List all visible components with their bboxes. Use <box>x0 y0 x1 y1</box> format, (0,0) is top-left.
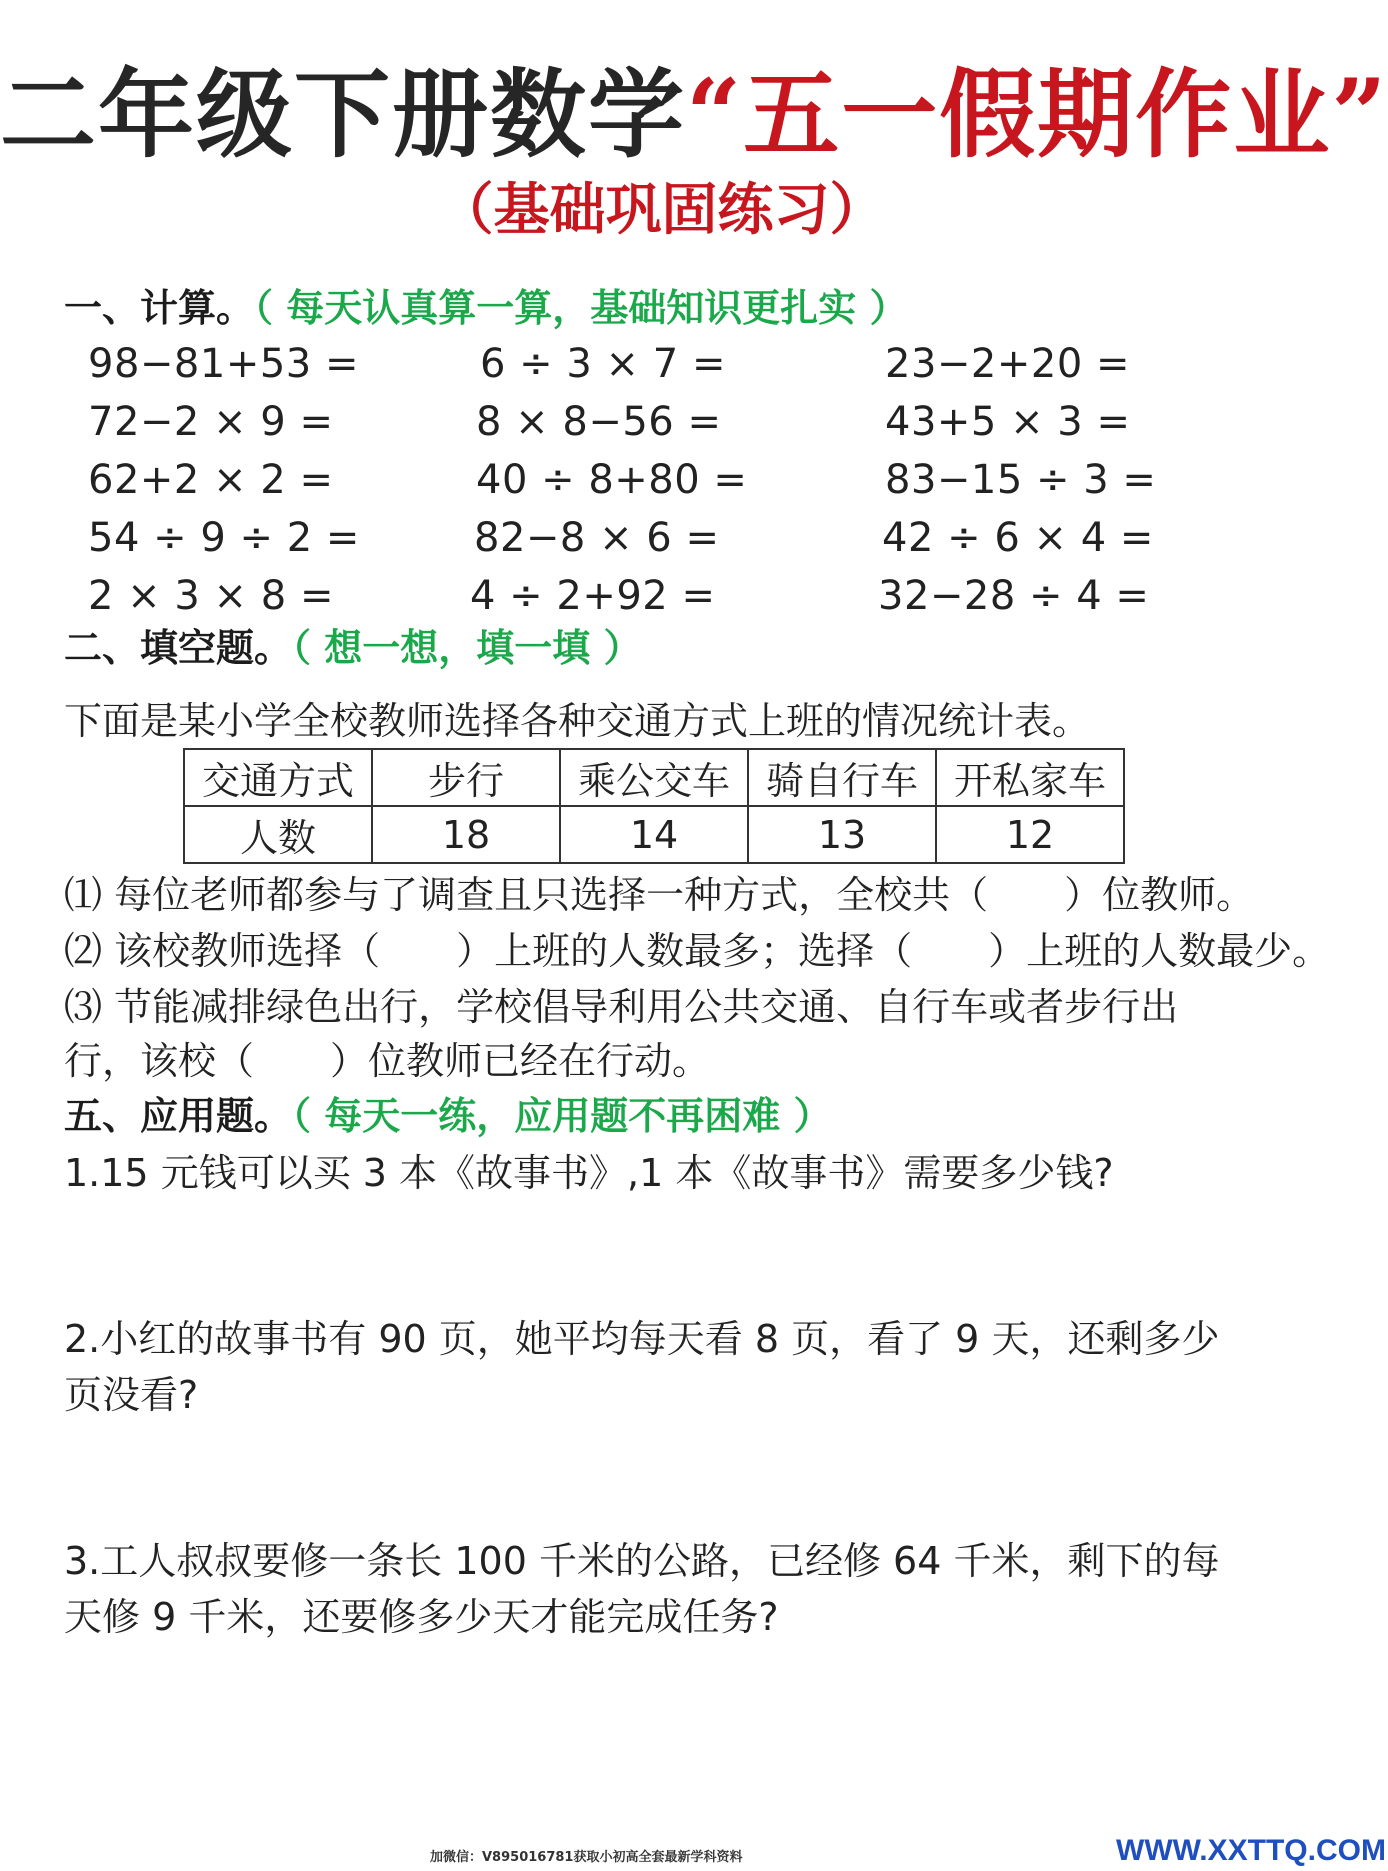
word-problem-2: 2.小红的故事书有 90 页，她平均每天看 8 页，看了 9 天，还剩多少 <box>64 1317 1220 1361</box>
question-1: ⑴ 每位老师都参与了调查且只选择一种方式，全校共（ ）位教师。 <box>64 873 1255 917</box>
word-problem-3-cont: 天修 9 千米，还要修多少天才能完成任务? <box>64 1595 779 1639</box>
table-header-cell: 骑自行车 <box>748 749 936 806</box>
question-2: ⑵ 该校教师选择（ ）上班的人数最多；选择（ ）上班的人数最少。 <box>64 929 1331 973</box>
section-2-heading <box>64 622 641 674</box>
table-header-cell: 乘公交车 <box>560 749 748 806</box>
calc-problem: 4 ÷ 2+92 = <box>470 573 716 619</box>
table-header-cell: 开私家车 <box>936 749 1124 806</box>
section-1-heading <box>64 282 907 334</box>
section-2-title: 二、填空题。 <box>64 626 293 670</box>
calc-problem: 83−15 ÷ 3 = <box>885 457 1157 503</box>
page-title <box>0 50 1388 180</box>
table-row <box>184 806 1124 863</box>
table-header-cell: 交通方式 <box>184 749 372 806</box>
section-5-title: 五、应用题。 <box>64 1094 293 1138</box>
brand-link[interactable]: WWW.XXTTQ.COM <box>1116 1834 1386 1867</box>
word-problem-1: 1.15 元钱可以买 3 本《故事书》,1 本《故事书》需要多少钱? <box>64 1151 1114 1195</box>
section-5-note: （ 每天一练，应用题不再困难 ） <box>292 1094 832 1138</box>
page-subtitle: （基础巩固练习） <box>437 177 886 243</box>
calc-problem: 43+5 × 3 = <box>885 399 1131 445</box>
footer-note: 加微信：V895016781获取小初高全套最新学科资料 <box>430 1850 743 1865</box>
calc-problem: 72−2 × 9 = <box>88 399 334 445</box>
table-cell: 18 <box>372 806 560 863</box>
calc-problem: 40 ÷ 8+80 = <box>476 457 748 503</box>
title-main: 二年级下册数学 <box>0 58 686 171</box>
title-highlight: “五一假期作业” <box>686 58 1388 171</box>
section-5-heading <box>64 1090 831 1142</box>
calc-problem: 42 ÷ 6 × 4 = <box>882 515 1154 561</box>
question-3-cont: 行，该校（ ）位教师已经在行动。 <box>64 1039 711 1083</box>
word-problem-2-cont: 页没看? <box>64 1373 199 1417</box>
transport-stats-table <box>183 748 1125 864</box>
table-intro: 下面是某小学全校教师选择各种交通方式上班的情况统计表。 <box>64 699 1091 743</box>
calc-problem: 23−2+20 = <box>885 341 1131 387</box>
table-header-cell: 步行 <box>372 749 560 806</box>
calc-problem: 82−8 × 6 = <box>474 515 720 561</box>
section-2-note: （ 想一想，填一填 ） <box>292 626 642 670</box>
calc-problem: 6 ÷ 3 × 7 = <box>480 341 726 387</box>
table-cell: 13 <box>748 806 936 863</box>
calc-problem: 2 × 3 × 8 = <box>88 573 334 619</box>
section-1-title: 一、计算。 <box>64 286 255 330</box>
calc-problem: 98−81+53 = <box>88 341 359 387</box>
calc-problem: 62+2 × 2 = <box>88 457 334 503</box>
section-1-note: （ 每天认真算一算，基础知识更扎实 ） <box>254 286 908 330</box>
calc-problem: 54 ÷ 9 ÷ 2 = <box>88 515 360 561</box>
table-cell: 12 <box>936 806 1124 863</box>
calc-problem: 8 × 8−56 = <box>476 399 722 445</box>
table-header-row <box>184 749 1124 806</box>
calc-problem: 32−28 ÷ 4 = <box>878 573 1150 619</box>
table-cell: 人数 <box>184 806 372 863</box>
question-3: ⑶ 节能减排绿色出行，学校倡导利用公共交通、自行车或者步行出 <box>64 985 1179 1029</box>
table-cell: 14 <box>560 806 748 863</box>
word-problem-3: 3.工人叔叔要修一条长 100 千米的公路，已经修 64 千米，剩下的每 <box>64 1539 1220 1583</box>
